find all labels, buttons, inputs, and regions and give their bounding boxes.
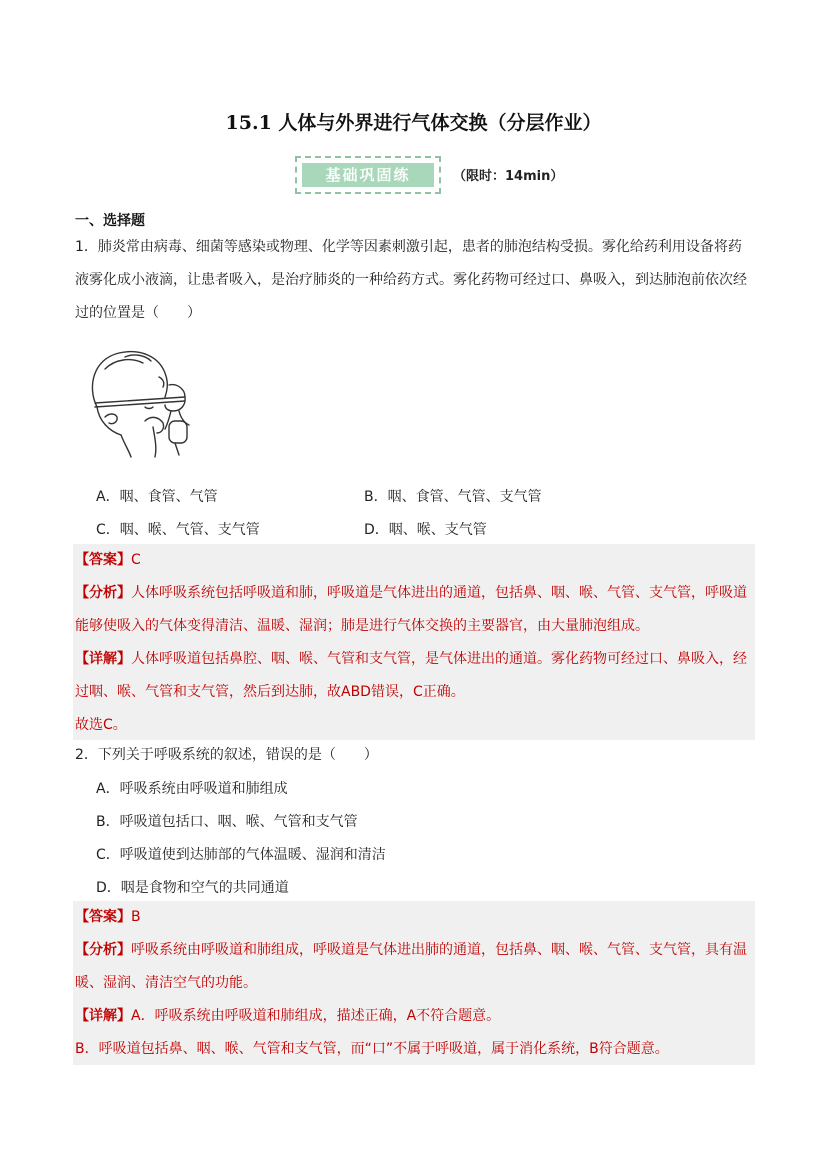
question-1-option-d: D．咽、喉、支气管 (364, 522, 487, 538)
detail-text: A．呼吸系统由呼吸道和肺组成，描述正确，A不符合题意。 (131, 1008, 501, 1024)
question-1-solution (73, 544, 755, 740)
question-2-detail (73, 1000, 755, 1033)
question-2-option-a: A．呼吸系统由呼吸道和肺组成 (96, 781, 288, 797)
question-2-solution (73, 901, 755, 1065)
section-heading: 一、选择题 (75, 213, 145, 229)
answer-tag: 【答案】 (75, 552, 131, 568)
question-2-option-d: D．咽是食物和空气的共同通道 (96, 880, 289, 896)
nebulizer-child-illustration (85, 347, 200, 459)
question-2-answer (73, 901, 755, 934)
question-2-stem: 2．下列关于呼吸系统的叙述，错误的是（ ） (75, 747, 378, 763)
question-1-analysis (73, 577, 755, 643)
question-1-answer (73, 544, 755, 577)
question-1-option-c: C．咽、喉、气管、支气管 (96, 522, 260, 538)
answer-tag: 【答案】 (75, 909, 131, 925)
question-2-detail-b: B．呼吸道包括鼻、咽、喉、气管和支气管，而“口”不属于呼吸道，属于消化系统，B符合题意。 (75, 1041, 669, 1057)
time-limit: （限时：14min） (453, 169, 564, 184)
detail-text: 人体呼吸道包括鼻腔、咽、喉、气管和支气管，是气体进出的通道。雾化药物可经过口、鼻吸入，经过咽、喉、气管和支气管，然后到达肺，故ABD错误，C正确。 (75, 651, 747, 700)
detail-tag: 【详解】 (75, 651, 131, 667)
question-1-option-a: A．咽、食管、气管 (96, 489, 218, 505)
analysis-text: 呼吸系统由呼吸道和肺组成，呼吸道是气体进出肺的通道，包括鼻、咽、喉、气管、支气管，具有温暖、湿润、清洁空气的功能。 (75, 942, 747, 991)
question-1-conclusion: 故选C。 (75, 717, 127, 733)
detail-tag: 【详解】 (75, 1008, 131, 1024)
difficulty-badge (295, 156, 441, 194)
analysis-tag: 【分析】 (75, 942, 131, 958)
document-title: 15.1 人体与外界进行气体交换（分层作业） (225, 112, 602, 134)
question-2-option-c: C．呼吸道使到达肺部的气体温暖、湿润和清洁 (96, 847, 386, 863)
question-1-stem: 1．肺炎常由病毒、细菌等感染或物理、化学等因素刺激引起，患者的肺泡结构受损。雾化给药利用设备将药液雾化成小液滴，让患者吸入，是治疗肺炎的一种给药方式。雾化药物可经过口、鼻吸入，到达肺泡前依次经过的位置是（ ） (75, 239, 747, 321)
analysis-text: 人体呼吸系统包括呼吸道和肺，呼吸道是气体进出的通道，包括鼻、咽、喉、气管、支气管，呼吸道能够使吸入的气体变得清洁、温暖、湿润；肺是进行气体交换的主要器官，由大量肺泡组成。 (75, 585, 747, 634)
difficulty-badge-label: 基础巩固练 (302, 163, 434, 187)
question-1-option-b: B．咽、食管、气管、支气管 (364, 489, 542, 505)
answer-value: B (131, 909, 141, 925)
question-2-option-b: B．呼吸道包括口、咽、喉、气管和支气管 (96, 814, 358, 830)
answer-value: C (131, 552, 141, 568)
question-2-analysis (73, 934, 755, 1000)
analysis-tag: 【分析】 (75, 585, 131, 601)
question-1-detail (73, 643, 755, 709)
